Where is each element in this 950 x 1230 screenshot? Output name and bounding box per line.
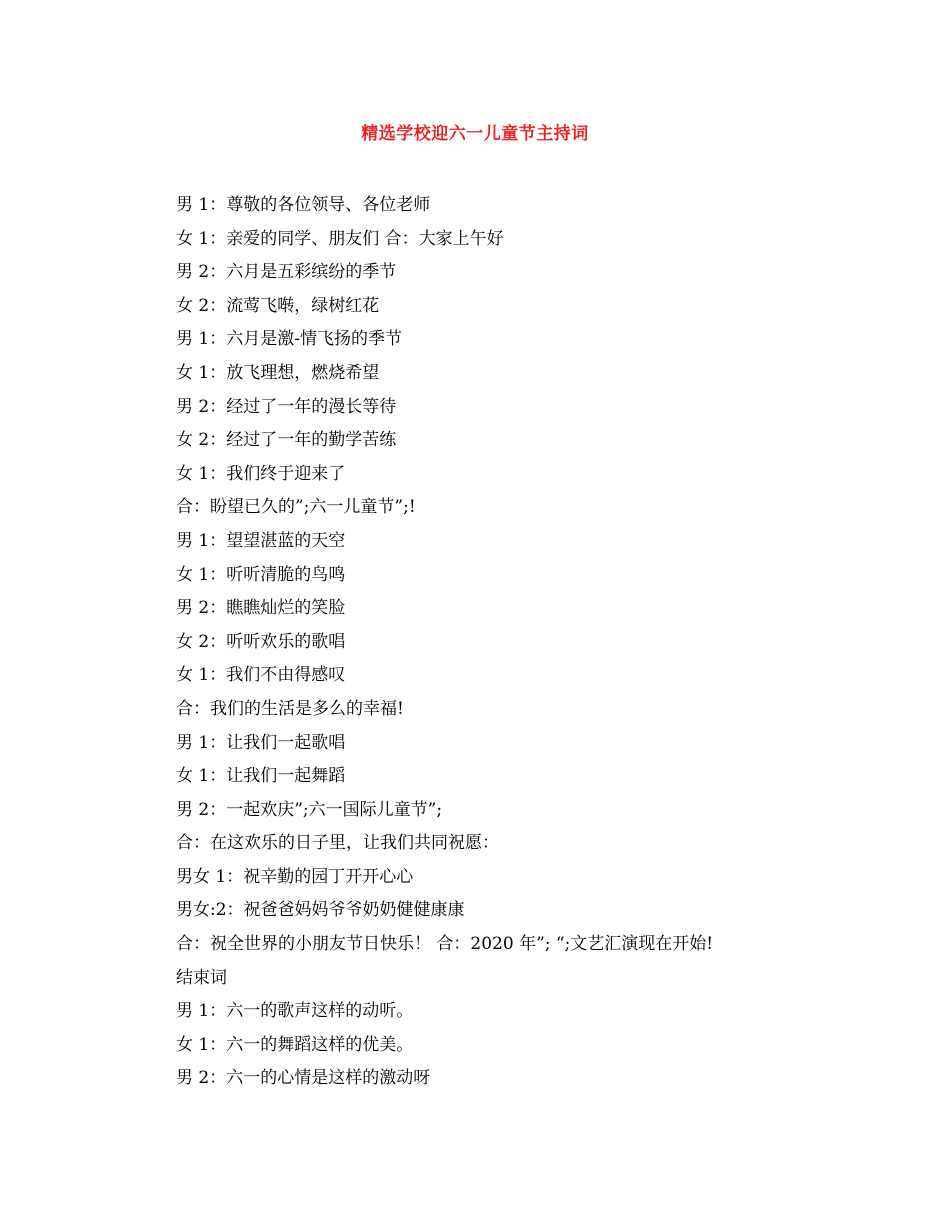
script-line: 女 2：听听欢乐的歌唱 <box>176 631 346 652</box>
script-line: 男 2：六一的心情是这样的激动呀 <box>176 1068 431 1089</box>
script-line: 男 1：让我们一起歌唱 <box>176 732 346 753</box>
script-line: 女 1：我们终于迎来了 <box>176 463 346 484</box>
script-lines <box>176 193 876 1100</box>
script-line: 男女 1：祝辛勤的园丁开开心心 <box>176 866 414 887</box>
document-title: 精选学校迎六一儿童节主持词 <box>361 124 589 144</box>
script-line: 合：祝全世界的小朋友节日快乐！ 合：2020 年”; “;文艺汇演现在开始! <box>176 934 714 955</box>
script-line: 男 2：瞧瞧灿烂的笑脸 <box>176 598 346 619</box>
script-line: 男 1：六月是激-情飞扬的季节 <box>176 329 402 350</box>
script-line: 女 1：放飞理想，燃烧希望 <box>176 362 380 383</box>
script-line: 女 2：流莺飞啭，绿树红花 <box>176 295 380 316</box>
script-line: 男 2：一起欢庆”;六一国际儿童节”; <box>176 799 443 820</box>
script-line: 女 1：听听清脆的鸟鸣 <box>176 564 346 585</box>
script-line: 男 1：六一的歌声这样的动听。 <box>176 1001 414 1022</box>
script-line: 女 1：让我们一起舞蹈 <box>176 766 346 787</box>
script-line: 男 1：望望湛蓝的天空 <box>176 530 346 551</box>
section-heading: 结束词 <box>176 967 227 988</box>
script-line: 女 2：经过了一年的勤学苦练 <box>176 430 397 451</box>
script-line: 女 1：我们不由得感叹 <box>176 665 346 686</box>
script-line: 女 1：六一的舞蹈这样的优美。 <box>176 1034 414 1055</box>
script-line: 男 2：经过了一年的漫长等待 <box>176 396 397 417</box>
script-line: 合：盼望已久的”;六一儿童节”;! <box>176 497 416 518</box>
script-line: 男 2：六月是五彩缤纷的季节 <box>176 262 397 283</box>
script-line: 男 1：尊敬的各位领导、各位老师 <box>176 195 431 215</box>
script-line: 男女:2：祝爸爸妈妈爷爷奶奶健健康康 <box>176 900 465 921</box>
script-line: 合：我们的生活是多么的幸福! <box>176 698 404 719</box>
script-line: 合：在这欢乐的日子里，让我们共同祝愿： <box>176 833 499 854</box>
script-line: 女 1：亲爱的同学、朋友们 合：大家上午好 <box>176 228 504 249</box>
